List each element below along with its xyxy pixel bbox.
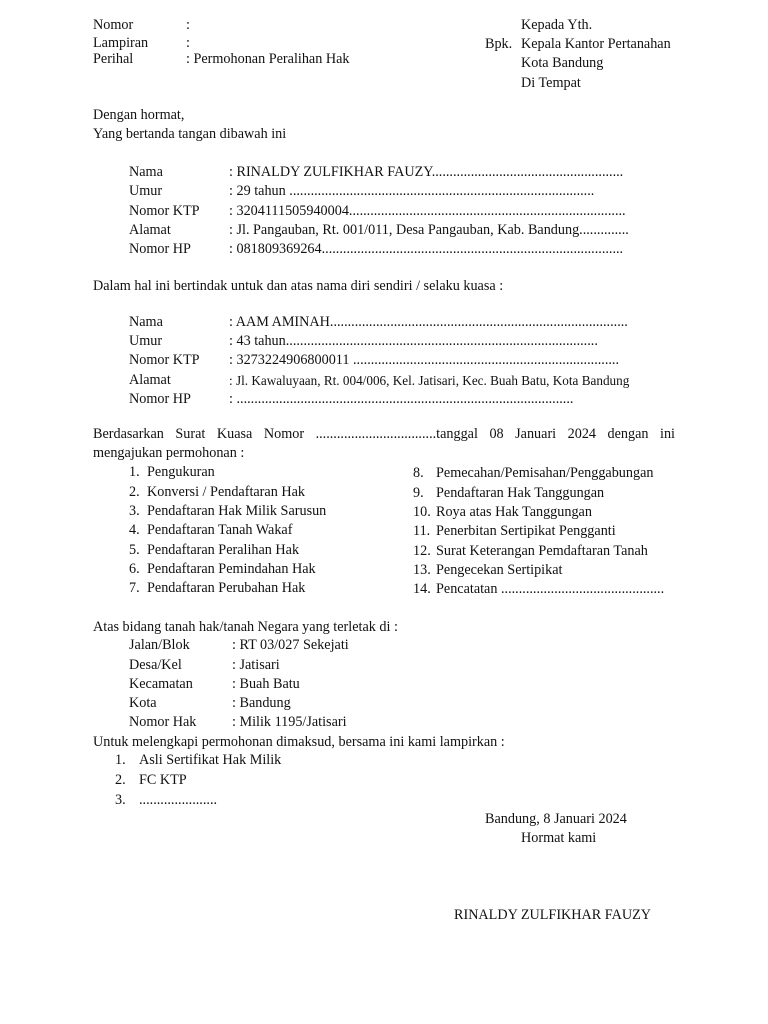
- item-number: 2.: [129, 484, 140, 500]
- basis-line1: Berdasarkan Surat Kuasa Nomor ..................................tanggal 08 Januari 2024 dengan ini: [93, 426, 675, 442]
- field-value: : ...............................................................................................: [229, 391, 574, 407]
- addressee-line4: Di Tempat: [521, 75, 581, 91]
- item-text: ......................: [139, 792, 218, 808]
- item-number: 12.: [413, 543, 431, 559]
- regards: Hormat kami: [521, 830, 597, 846]
- item-text: Pendaftaran Hak Tanggungan: [436, 485, 605, 501]
- item-text: Pendaftaran Pemindahan Hak: [147, 561, 316, 577]
- field-value: : 29 tahun ......................................................................................: [229, 183, 595, 199]
- basis-line2: mengajukan permohonan :: [93, 445, 245, 461]
- place-date: Bandung, 8 Januari 2024: [485, 811, 627, 827]
- field-value: : Milik 1195/Jatisari: [232, 714, 347, 730]
- item-number: 6.: [129, 561, 140, 577]
- item-text: Asli Sertifikat Hak Milik: [139, 752, 282, 768]
- item-text: Roya atas Hak Tanggungan: [436, 504, 592, 520]
- nomor-colon: :: [186, 17, 190, 33]
- field-value: : Buah Batu: [232, 676, 300, 692]
- item-text: Pengukuran: [147, 464, 215, 480]
- item-text: Konversi / Pendaftaran Hak: [147, 484, 305, 500]
- field-label: Nomor HP: [129, 241, 191, 257]
- principal-row: [129, 313, 674, 333]
- item-number: 7.: [129, 580, 140, 596]
- field-label: Alamat: [129, 372, 171, 388]
- field-value: : 081809369264.....................................................................................: [229, 241, 624, 257]
- applicant-row: [129, 240, 674, 260]
- principal-row: [129, 332, 674, 352]
- field-label: Umur: [129, 183, 163, 199]
- nomor-label: Nomor: [93, 17, 134, 33]
- field-label: Alamat: [129, 222, 171, 238]
- item-text: Pendaftaran Hak Milik Sarusun: [147, 503, 327, 519]
- item-number: 3.: [115, 792, 126, 808]
- perihal-label: Perihal: [93, 51, 134, 67]
- applicant-row: [129, 202, 674, 222]
- applicant-row: [129, 221, 674, 241]
- item-number: 1.: [115, 752, 126, 768]
- addressee-line2: Kepala Kantor Pertanahan: [521, 36, 671, 52]
- item-number: 5.: [129, 542, 140, 558]
- item-text: Pendaftaran Tanah Wakaf: [147, 522, 293, 538]
- field-value: : Jl. Pangauban, Rt. 001/011, Desa Pangauban, Kab. Bandung..............: [229, 222, 629, 238]
- field-label: Kecamatan: [129, 676, 193, 692]
- field-label: Nama: [129, 314, 163, 330]
- addressee-line1: Kepada Yth.: [521, 17, 593, 33]
- item-text: Pencatatan ..............................................: [436, 581, 665, 597]
- field-value: : RINALDY ZULFIKHAR FAUZY......................................................: [229, 164, 624, 180]
- field-label: Umur: [129, 333, 163, 349]
- item-text: Pendaftaran Peralihan Hak: [147, 542, 300, 558]
- intro-text: Yang bertanda tangan dibawah ini: [93, 126, 287, 142]
- principal-row: [129, 390, 674, 410]
- item-text: Penerbitan Sertipikat Pengganti: [436, 523, 616, 539]
- field-label: Nama: [129, 164, 163, 180]
- greeting: Dengan hormat,: [93, 107, 185, 123]
- item-number: 13.: [413, 562, 431, 578]
- field-value: : RT 03/027 Sekejati: [232, 637, 349, 653]
- item-number: 3.: [129, 503, 140, 519]
- on-behalf-text: Dalam hal ini bertindak untuk dan atas nama diri sendiri / selaku kuasa :: [93, 278, 504, 294]
- item-number: 11.: [413, 523, 431, 539]
- perihal-value: : Permohonan Peralihan Hak: [186, 51, 350, 67]
- item-text: FC KTP: [139, 772, 187, 788]
- field-value: : 43 tahun........................................................................................: [229, 333, 598, 349]
- field-value: : 3204111505940004..............................................................................: [229, 203, 626, 219]
- addressee-prefix: Bpk.: [485, 36, 513, 52]
- lampiran-label: Lampiran: [93, 35, 149, 51]
- field-label: Nomor Hak: [129, 714, 197, 730]
- field-label: Jalan/Blok: [129, 637, 190, 653]
- item-text: Pemecahan/Pemisahan/Penggabungan: [436, 465, 654, 481]
- item-text: Pengecekan Sertipikat: [436, 562, 563, 578]
- signatory-name: RINALDY ZULFIKHAR FAUZY: [454, 907, 652, 923]
- land-intro: Atas bidang tanah hak/tanah Negara yang terletak di :: [93, 619, 398, 635]
- field-label: Nomor KTP: [129, 203, 200, 219]
- field-value: : Bandung: [232, 695, 291, 711]
- item-number: 4.: [129, 522, 140, 538]
- field-value: : Jatisari: [232, 657, 280, 673]
- principal-row: [129, 371, 674, 391]
- lampiran-colon: :: [186, 35, 190, 51]
- field-value: : AAM AMINAH....................................................................................: [229, 314, 628, 330]
- item-number: 2.: [115, 772, 126, 788]
- applicant-row: [129, 182, 674, 202]
- item-text: Pendaftaran Perubahan Hak: [147, 580, 306, 596]
- addressee-line3: Kota Bandung: [521, 55, 604, 71]
- field-label: Nomor KTP: [129, 352, 200, 368]
- item-text: Surat Keterangan Pemdaftaran Tanah: [436, 543, 648, 559]
- field-label: Nomor HP: [129, 391, 191, 407]
- attach-intro: Untuk melengkapi permohonan dimaksud, bersama ini kami lampirkan :: [93, 734, 505, 750]
- field-value: : 3273224906800011 ...........................................................................: [229, 352, 620, 368]
- item-number: 9.: [413, 485, 424, 501]
- item-number: 10.: [413, 504, 431, 520]
- applicant-row: [129, 163, 674, 183]
- principal-row: [129, 351, 674, 371]
- field-label: Kota: [129, 695, 157, 711]
- item-number: 1.: [129, 464, 140, 480]
- item-number: 8.: [413, 465, 424, 481]
- field-value: : Jl. Kawaluyaan, Rt. 004/006, Kel. Jatisari, Kec. Buah Batu, Kota Bandung: [229, 373, 630, 388]
- field-label: Desa/Kel: [129, 657, 182, 673]
- item-number: 14.: [413, 581, 431, 597]
